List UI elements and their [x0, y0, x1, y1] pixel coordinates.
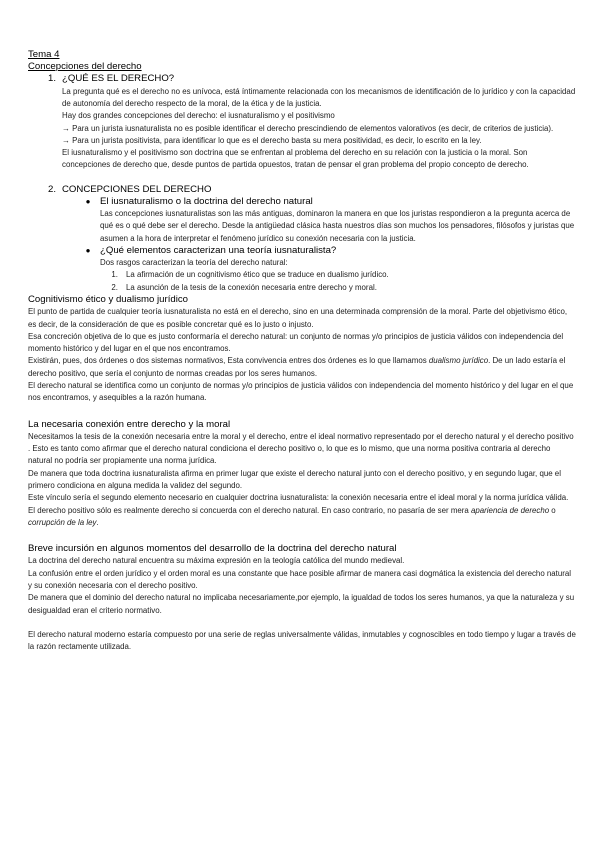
- italic-term: dualismo jurídico: [428, 356, 489, 366]
- bullet-icon: ●: [85, 245, 91, 255]
- bullet-title: El iusnaturalismo o la doctrina del derecho natural: [100, 195, 313, 207]
- section-heading: Cognitivismo ético y dualismo jurídico: [28, 294, 188, 306]
- section-number: 1.: [47, 73, 56, 85]
- paragraph: Hay dos grandes concepciones del derecho: el iusnaturalismo y el positivismo: [62, 111, 335, 121]
- subitem-text: La afirmación de un cognitivismo ético que se traduce en dualismo jurídico.: [126, 270, 389, 280]
- paragraph: → Para un jurista positivista, para identificar lo que es el derecho basta su mera positividad, es decir, lo escrito en la ley.: [62, 135, 482, 145]
- section-heading: La necesaria conexión entre derecho y la moral: [28, 418, 231, 430]
- paragraph: El derecho positivo sólo es realmente derecho si concuerda con el derecho natural. En caso contrario, no pasaría de ser mera apariencia de derecho o corrupción de la ley.: [28, 505, 556, 527]
- section-2-heading: [28, 184, 576, 196]
- section-number: 2.: [47, 183, 56, 195]
- paragraph: → Para un jurista iusnaturalista no es posible identificar el derecho prescindiendo de elementos valorativos (es decir, de criterios de justicia).: [62, 123, 554, 133]
- paragraph: El derecho natural moderno estaría compuesto por una serie de reglas universalmente válidas, inmutables y cognoscibles en todo tiempo y lugar a través de la razón rectamente utilizada.: [28, 629, 576, 652]
- paragraph: De manera que toda doctrina iusnaturalista afirma en primer lugar que existe el derecho natural junto con el derecho positivo, y en segundo lugar, que el primero condiciona en alguna medida la validez del segundo.: [28, 468, 561, 491]
- subitem-text: La asunción de la tesis de la conexión necesaria entre derecho y moral.: [126, 282, 377, 292]
- paragraph: El punto de partida de cualquier teoría iusnaturalista no está en el derecho, sino en una determinada comprensión de la moral. Parte del objetivismo ético, es decir, de la consideración de que es posible concretar qué es lo justo o injusto.: [28, 307, 568, 329]
- paragraph: El iusnaturalismo y el positivismo son doctrina que se enfrentan al problema del derecho en su relación con la justicia o la moral. Son concepciones de derecho que, desde puntos de partida opuestos, tratan de pensar el gran problema del propio concepto de derecho.: [62, 148, 529, 170]
- italic-term: corrupción de la ley: [28, 517, 97, 527]
- numbered-subitem: [100, 282, 576, 294]
- paragraph: Existirán, pues, dos órdenes o dos sistemas normativos, Esta convivencia entres dos órdenes es lo que llamamos dualismo jurídico. De un lado estaría el derecho positivo, que sería el conjunto de normas creadas por los seres humanos.: [28, 356, 566, 378]
- paragraph: Esa concreción objetiva de lo que es justo conformaría el derecho natural: un conjunto de normas y/o principios de justicia válidos con independencia del momento histórico y del lugar en el que nos encontramos.: [28, 331, 564, 354]
- numbered-subitem: [100, 269, 576, 281]
- paragraph: Este vínculo sería el segundo elemento necesario en cualquier doctrina iusnaturalista: la conexión necesaria entre el ideal moral y la norma jurídica válida.: [28, 493, 569, 503]
- subitem-number: 2.: [111, 282, 118, 292]
- paragraph: Dos rasgos caracterizan la teoría del derecho natural:: [100, 258, 288, 268]
- paragraph: Necesitamos la tesis de la conexión necesaria entre la moral y el derecho, entre el ideal normativo representado por el derecho natural y el derecho positivo . Esto es tanto como afirmar que el derecho natural condiciona el derecho positivo o, lo que es lo mismo, que una norma positiva contraria al derecho natural no podría ser propiamente una norma jurídica.: [28, 431, 574, 466]
- section-title: ¿QUÉ ES EL DERECHO?: [62, 73, 175, 85]
- section-title: CONCEPCIONES DEL DERECHO: [62, 183, 212, 195]
- paragraph: De manera que el dominio del derecho natural no implicaba necesariamente,por ejemplo, la igualdad de todos los seres humanos, ya que la naturaleza y su desigualdad eran el criterio normativo.: [28, 593, 575, 615]
- tema-label: Tema 4: [28, 49, 60, 60]
- bullet-item: [76, 245, 576, 257]
- paragraph: El derecho natural se identifica como un conjunto de normas y/o principios de justicia válidos con independencia del momento histórico y del lugar en el que nos encontramos, y asequibles a la razón humana.: [28, 381, 574, 403]
- document-page: [28, 49, 576, 654]
- bullet-title: ¿Qué elementos caracterizan una teoría iusnaturalista?: [100, 244, 337, 256]
- page-title: Concepciones del derecho: [28, 61, 142, 73]
- italic-term: apariencia de derecho: [471, 505, 550, 515]
- section-1-heading: [28, 73, 576, 85]
- section-heading: Breve incursión en algunos momentos del desarrollo de la doctrina del derecho natural: [28, 543, 397, 555]
- paragraph: La doctrina del derecho natural encuentra su máxima expresión en la teología católica del mundo medieval.: [28, 556, 405, 566]
- bullet-item: [76, 196, 576, 208]
- subitem-number: 1.: [111, 270, 118, 280]
- paragraph: Las concepciones iusnaturalistas son las más antiguas, dominaron la manera en que los juristas respondieron a la pregunta acerca de qué es o qué debe ser el derecho. Desde la antigüedad clásica hasta nuestros días son muchos los pensadores, filósofos y juristas que asumen a la hora de interpretar el fenómeno jurídico su conexión necesaria con la justicia.: [100, 209, 575, 243]
- paragraph: La confusión entre el orden jurídico y el orden moral es una constante que hace posible afirmar de manera casi dogmática la existencia del derecho natural y su conexión necesaria con el derecho positivo.: [28, 568, 572, 591]
- paragraph: La pregunta qué es el derecho no es unívoca, está íntimamente relacionada con los mecanismos de identificación de lo jurídico y con la capacidad de autonomía del derecho respecto de la moral, de la ética y de la justicia.: [62, 86, 576, 108]
- bullet-icon: ●: [85, 196, 91, 206]
